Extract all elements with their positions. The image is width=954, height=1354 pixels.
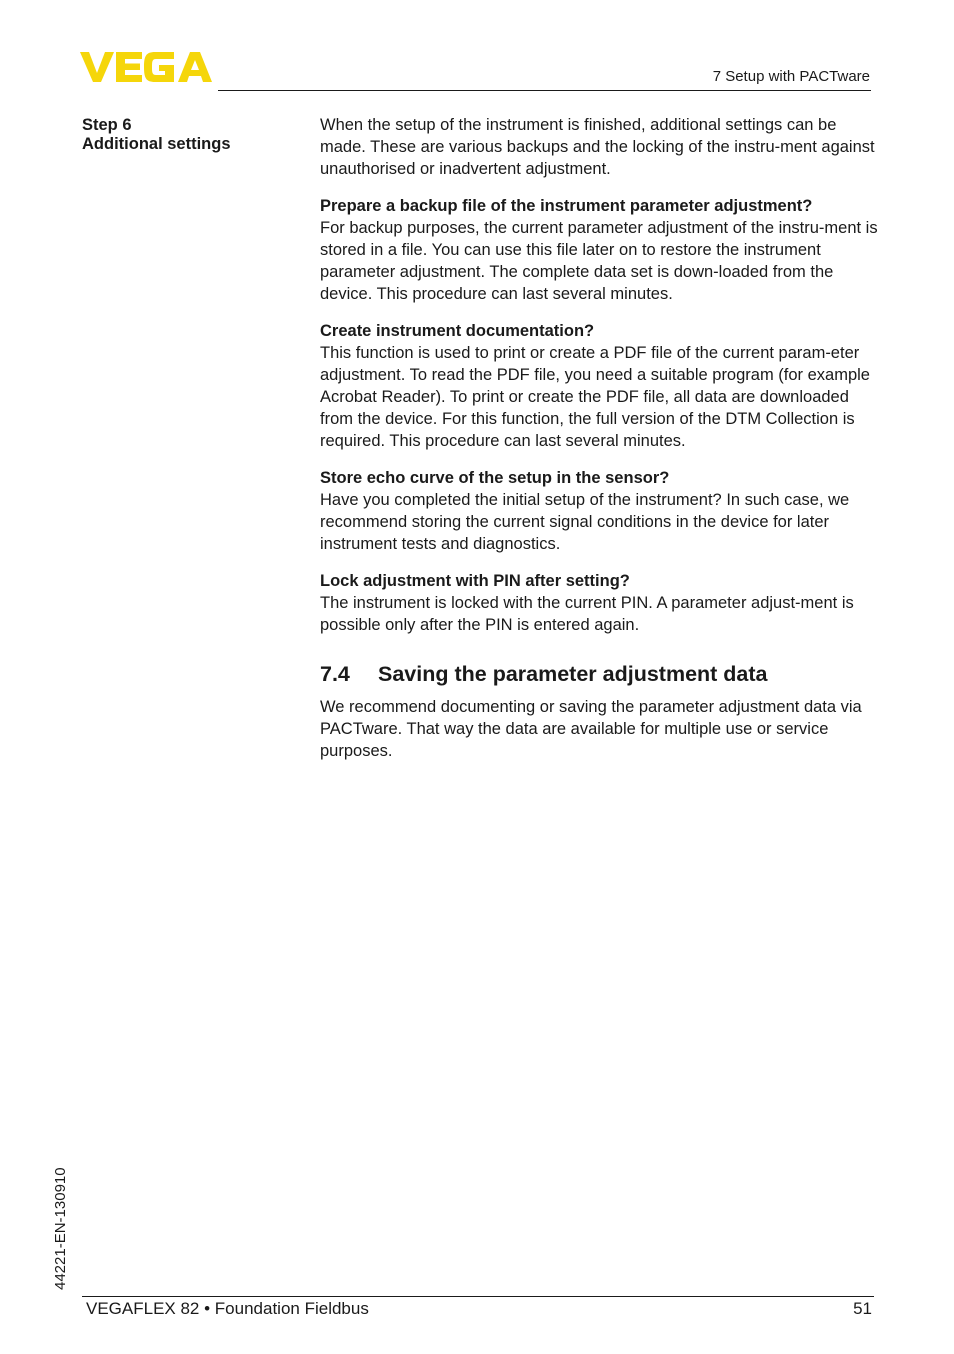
intro-paragraph: When the setup of the instrument is finished, additional settings can be made. These are various backups and the locking of the instru-ment against unauthorised or inadvertent adjustment. bbox=[320, 116, 875, 178]
lock-pin-heading: Lock adjustment with PIN after setting? bbox=[320, 572, 630, 590]
header-divider bbox=[218, 90, 871, 91]
documentation-heading: Create instrument documentation? bbox=[320, 322, 595, 340]
step-sidebar bbox=[82, 116, 231, 154]
echo-curve-body: Have you completed the initial setup of the instrument? In such case, we recommend storing the current signal conditions in the device for later instrument tests and diagnostics. bbox=[320, 491, 850, 553]
section-number: 7.4 bbox=[320, 662, 350, 686]
vega-logo bbox=[80, 51, 212, 83]
lock-pin-section bbox=[320, 570, 880, 636]
echo-curve-section bbox=[320, 467, 880, 555]
backup-heading: Prepare a backup file of the instrument parameter adjustment? bbox=[320, 197, 813, 215]
footer-divider bbox=[82, 1296, 874, 1297]
documentation-section bbox=[320, 320, 880, 452]
chapter-header: 7 Setup with PACTware bbox=[712, 68, 870, 85]
backup-section bbox=[320, 195, 880, 305]
echo-curve-heading: Store echo curve of the setup in the sensor? bbox=[320, 469, 670, 487]
footer-product: VEGAFLEX 82 • Foundation Fieldbus bbox=[86, 1299, 369, 1318]
section-title: Saving the parameter adjustment data bbox=[378, 662, 768, 686]
section-heading bbox=[320, 661, 880, 687]
main-content bbox=[320, 114, 880, 777]
lock-pin-body: The instrument is locked with the current PIN. A parameter adjust-ment is possible only after the PIN is entered again. bbox=[320, 594, 854, 634]
page-number: 51 bbox=[853, 1299, 872, 1318]
section-body: We recommend documenting or saving the parameter adjustment data via PACTware. That way the data are available for multiple use or service purposes. bbox=[320, 698, 862, 760]
backup-body: For backup purposes, the current parameter adjustment of the instru-ment is stored in a file. You can use this file later on to restore the instrument parameter adjustment. The complete data set is down-loaded from the device. This procedure can last several minutes. bbox=[320, 219, 878, 303]
step-title: Additional settings bbox=[82, 135, 231, 153]
document-id: 44221-EN-130910 bbox=[52, 1167, 69, 1290]
documentation-body: This function is used to print or create a PDF file of the current param-eter adjustment. To read the PDF file, you need a suitable program (for example Acrobat Reader). To print or create the PDF file, all data are downloaded from the device. For this function, the full version of the DTM Collection is required. This procedure can last several minutes. bbox=[320, 344, 870, 450]
step-label: Step 6 bbox=[82, 116, 132, 134]
